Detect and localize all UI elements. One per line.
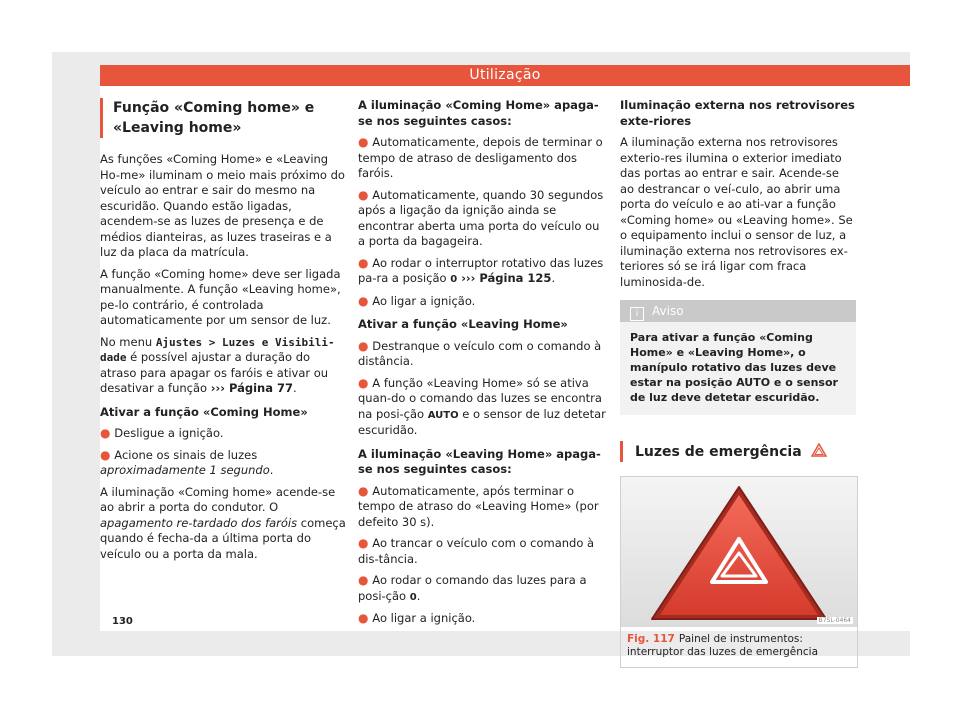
text: e o sensor de luz detetar escuridão. xyxy=(358,406,606,437)
bullet-dot-icon: ● xyxy=(358,483,373,498)
text: . xyxy=(269,463,274,477)
bullet-item xyxy=(358,376,608,439)
content-area xyxy=(100,86,910,658)
page-number: 130 xyxy=(112,616,133,627)
figure-number: Fig. 117 xyxy=(627,633,675,645)
section-title-block xyxy=(100,98,350,138)
bullet-text: Ao rodar o comando das luzes para a posi-ção xyxy=(358,573,587,603)
hazard-light-button-icon xyxy=(621,477,857,627)
text: é possível ajustar a duração do atraso para apagar os faróis e ativar ou desativar a função xyxy=(100,350,329,395)
subheading: Ativar a função «Leaving Home» xyxy=(358,317,568,331)
bullet-text: Ao ligar a ignição. xyxy=(372,293,476,308)
bullet-item xyxy=(358,536,608,567)
manual-page xyxy=(52,52,910,656)
text: . xyxy=(292,381,297,395)
paragraph: A função «Coming home» deve ser ligada manualmente. A função «Leaving home», pe-lo contrário, é controlada automaticamente por um sensor de luz. xyxy=(100,266,341,327)
bullet-item xyxy=(100,426,350,442)
header-title: Utilização xyxy=(469,67,541,83)
bullet-item xyxy=(358,188,608,250)
text: . xyxy=(416,588,421,603)
bullet-item xyxy=(358,573,608,605)
section-title: Luzes de emergência xyxy=(635,444,802,460)
bullet-dot-icon: ● xyxy=(358,338,373,353)
bullet-dot-icon: ● xyxy=(358,536,373,550)
bullet-item xyxy=(358,611,608,627)
bullet-emphasis: aproximadamente 1 segundo xyxy=(100,463,270,477)
column-2 xyxy=(358,98,608,633)
column-1 xyxy=(100,98,350,568)
subheading: Ativar a função «Coming Home» xyxy=(100,404,308,419)
warning-triangle-icon xyxy=(811,443,827,457)
bullet-text: A função «Leaving Home» só se ativa quan-do o comando das luzes se encontra na posi-ção xyxy=(358,375,602,421)
auto-position-icon: AUTO xyxy=(736,376,771,389)
bullet-item xyxy=(358,135,608,182)
text: começa quando é fecha-da a última porta do veículo ou a porta da mala. xyxy=(100,515,346,561)
paragraph-menu xyxy=(100,335,350,397)
bullet-text: Ao rodar o interruptor rotativo das luzes pa-ra a posição xyxy=(358,255,604,285)
page-header xyxy=(100,65,910,86)
caption-text: Painel de instrumentos: interruptor das luzes de emergência xyxy=(627,633,819,658)
text: No menu xyxy=(100,334,156,349)
page-reference-link[interactable]: Página 125 xyxy=(475,271,552,285)
bullet-item xyxy=(358,256,608,288)
info-icon: i xyxy=(630,307,644,321)
bullet-dot-icon: ● xyxy=(358,255,373,270)
warning-header xyxy=(620,300,856,322)
bullet-text: Acione os sinais de luzes xyxy=(114,447,258,462)
subheading: A iluminação «Leaving Home» apaga-se nos seguintes casos: xyxy=(358,446,601,476)
bullet-dot-icon: ● xyxy=(358,375,373,390)
bullet-dot-icon: ● xyxy=(100,447,115,462)
column-3 xyxy=(620,98,856,668)
paragraph xyxy=(100,485,350,563)
light-switch-zero-icon: 0 xyxy=(409,591,417,603)
warning-title: Aviso xyxy=(652,304,684,318)
light-switch-zero-icon: 0 xyxy=(450,274,458,285)
warning-box xyxy=(620,300,856,415)
ref-arrows: ››› xyxy=(210,381,225,395)
text: . xyxy=(551,271,556,285)
bullet-text: Ao ligar a ignição. xyxy=(372,611,476,625)
bullet-text: Destranque o veículo com o comando à distância. xyxy=(358,338,602,368)
bullet-dot-icon: ● xyxy=(100,426,115,440)
bullet-text: Ao trancar o veículo com o comando à dis-tância. xyxy=(358,536,595,566)
bullet-item xyxy=(100,448,350,479)
text: e o sensor de luz deve detetar escuridão. xyxy=(630,376,838,404)
bullet-dot-icon: ● xyxy=(358,611,373,625)
warning-text xyxy=(620,322,856,415)
figure xyxy=(620,476,858,668)
paragraph: A iluminação externa nos retrovisores exterio-res ilumina o exterior imediato das portas ao entrar e sair. Acende-se ao destrancar o veí-culo, ao abrir uma porta do veículo e ao ati-var a função «Coming home» ou «Leaving home». Se o equipamento inclui o sensor de luz, a iluminação externa nos retrovisores ex-teriores só se irá ligar com fraca luminosida-de. xyxy=(620,135,853,289)
subheading: A iluminação «Coming Home» apaga-se nos seguintes casos: xyxy=(358,98,599,128)
paragraph: As funções «Coming Home» e «Leaving Ho-me» iluminam o meio mais próximo do veículo ao entrar e sair do mesmo na escuridão. Quando estão ligadas, acendem-se as luzes de presença e de médios dianteiras, as luzes traseiras e a luz da placa da matrícula. xyxy=(100,152,345,259)
auto-position-icon: AUTO xyxy=(427,409,459,421)
section-title: Função «Coming home» e «Leaving home» xyxy=(113,100,315,136)
page-reference-link[interactable]: Página 77 xyxy=(224,381,293,395)
text: A iluminação «Coming home» acende-se ao abrir a porta do condutor. O xyxy=(100,484,336,514)
bullet-dot-icon: ● xyxy=(358,573,373,587)
bullet-text: Automaticamente, quando 30 segundos após a ligação da ignição ainda se encontrar aberta uma porta do veículo ou a porta da bagageira. xyxy=(358,187,604,248)
bullet-text: Automaticamente, após terminar o tempo de atraso do «Leaving Home» (por defeito 30 s). xyxy=(358,483,599,529)
bullet-item xyxy=(358,484,608,531)
bullet-item xyxy=(358,294,608,310)
subheading: Iluminação externa nos retrovisores exte-riores xyxy=(620,98,855,128)
bullet-dot-icon: ● xyxy=(358,135,373,149)
menu-path: Ajustes > Luzes e Visibili-dade xyxy=(100,335,335,364)
figure-code: B7SL-0464 xyxy=(818,617,851,624)
text: Para ativar a função «Coming Home» e «Leaving Home», o manípulo rotativo das luzes deve estar na posição xyxy=(630,331,837,389)
ref-arrows: ››› xyxy=(457,271,476,285)
bullet-text: Desligue a ignição. xyxy=(114,426,224,440)
bullet-dot-icon: ● xyxy=(358,187,373,202)
emphasis: apagamento re-tardado dos faróis xyxy=(100,515,298,530)
section-title-block xyxy=(620,441,856,462)
bullet-item xyxy=(358,339,608,370)
figure-caption xyxy=(621,627,857,667)
bullet-dot-icon: ● xyxy=(358,293,373,308)
bullet-text: Automaticamente, depois de terminar o tempo de atraso de desligamento dos faróis. xyxy=(358,135,603,180)
hazard-button-image xyxy=(621,477,857,627)
